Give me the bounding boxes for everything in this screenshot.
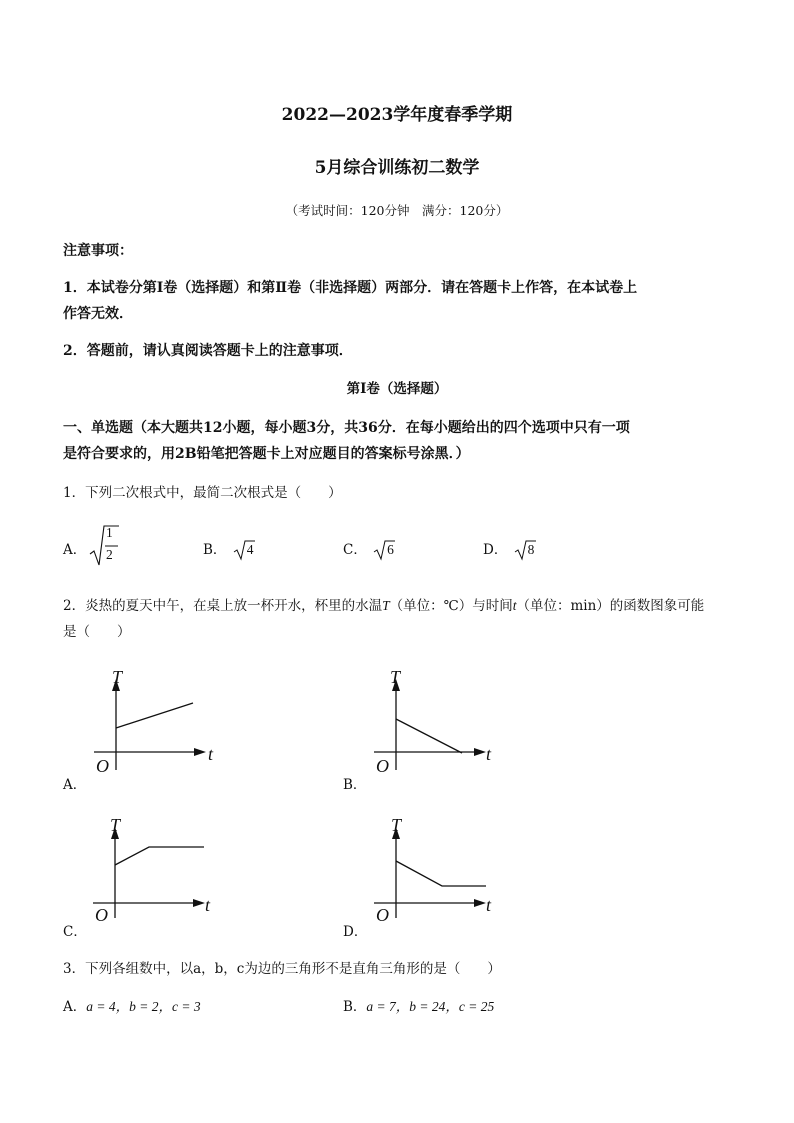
q2-graph-b: [370, 665, 505, 780]
sqrt-symbol-icon: [233, 540, 255, 562]
q3-option-b: [343, 995, 494, 1015]
q1-option-d-value: 8: [527, 542, 535, 557]
graph-a-svg: [90, 665, 225, 780]
q1-option-a-denominator: 2: [106, 547, 113, 562]
exam-title: 2022—2023学年度春季学期: [281, 105, 513, 125]
section-intro-line-2: 是符合要求的，用2B铅笔把答题卡上对应题目的答案标号涂黑．）: [63, 446, 470, 462]
q2-stem-variable-T: T: [382, 598, 390, 613]
graph-a-curve: [116, 703, 193, 728]
graph-a-origin-label: O: [96, 756, 109, 776]
graph-b-curve: [396, 719, 462, 753]
graph-c-y-label: T: [110, 815, 121, 835]
graph-b-origin-label: O: [376, 756, 389, 776]
section-intro-line-1: 一、单选题（本大题共12小题，每小题3分，共36分．在每小题给出的四个选项中只有一项: [63, 420, 630, 436]
graph-d-curve: [396, 861, 486, 886]
q1-option-b-label: B．: [203, 542, 227, 558]
q1-option-c: [343, 538, 394, 558]
notice-item-2: 2．答题前，请认真阅读答题卡上的注意事项．: [63, 343, 353, 359]
q2-stem-line-2: 是（ ）: [63, 624, 131, 640]
graph-c-curve: [115, 847, 204, 865]
q1-option-b-value: 4: [246, 542, 254, 557]
sqrt-symbol-icon: [89, 524, 119, 568]
q2-stem-line-1: [63, 594, 704, 614]
q1-option-d-label: D．: [483, 542, 508, 558]
graph-d-origin-label: O: [376, 905, 389, 925]
q1-stem: 1．下列二次根式中，最简二次根式是（ ）: [63, 485, 342, 501]
q2-graph-a: [90, 665, 225, 780]
q3-stem: 3．下列各组数中，以a，b，c为边的三角形不是直角三角形的是（ ）: [63, 961, 501, 977]
graph-c-x-label: t: [205, 895, 211, 915]
q1-option-a-numerator: 1: [106, 525, 113, 540]
q1-option-d: [483, 538, 534, 558]
graph-b-svg: [370, 665, 505, 780]
q2-stem-part-3: （单位：min）的函数图象可能: [516, 598, 705, 614]
q3-option-a: [63, 995, 201, 1015]
q1-option-a-label: A．: [63, 542, 87, 558]
notice-item-1-line-1: 1．本试卷分第Ⅰ卷（选择题）和第Ⅱ卷（非选择题）两部分．请在答题卡上作答，在本试卷上: [63, 280, 638, 296]
q3-option-b-text: a = 7，b = 24，c = 25: [366, 999, 495, 1014]
q2-stem-variable-t: t: [512, 598, 517, 613]
q2-option-a-label: A．: [63, 777, 87, 793]
notice-item-1-line-2: 作答无效．: [63, 306, 133, 322]
q2-graph-c: [89, 813, 224, 928]
exam-info: （考试时间：120分钟 满分：120分）: [285, 203, 509, 218]
graph-c-svg: [89, 813, 224, 928]
section-title: 第Ⅰ卷（选择题）: [346, 381, 448, 397]
graph-a-x-label: t: [208, 744, 214, 764]
graph-d-x-label: t: [486, 895, 492, 915]
graph-d-y-label: T: [391, 815, 402, 835]
q2-stem-part-1: 2．炎热的夏天中午，在桌上放一杯开水，杯里的水温: [63, 598, 383, 614]
graph-d-svg: [370, 813, 505, 928]
graph-a-y-label: T: [112, 667, 123, 687]
q2-option-c-label: C．: [63, 924, 87, 940]
q3-option-a-label: A．: [63, 999, 87, 1015]
q2-option-b-label: B．: [343, 777, 367, 793]
notice-heading: 注意事项：: [63, 243, 133, 259]
q1-option-b: [203, 538, 253, 558]
sqrt-symbol-icon: [373, 540, 395, 562]
q2-option-d-label: D．: [343, 924, 368, 940]
q3-option-a-text: a = 4，b = 2，c = 3: [86, 999, 201, 1014]
graph-c-origin-label: O: [95, 905, 108, 925]
q2-stem-part-2: （单位：℃）与时间: [389, 598, 513, 614]
sqrt-symbol-icon: [514, 540, 536, 562]
exam-subtitle: 5月综合训练初二数学: [314, 158, 480, 178]
q1-option-c-value: 6: [387, 542, 394, 557]
graph-b-y-label: T: [390, 667, 401, 687]
graph-b-x-label: t: [486, 744, 492, 764]
q2-graph-d: [370, 813, 505, 928]
q3-option-b-label: B．: [343, 999, 367, 1015]
q1-option-c-label: C．: [343, 542, 367, 558]
